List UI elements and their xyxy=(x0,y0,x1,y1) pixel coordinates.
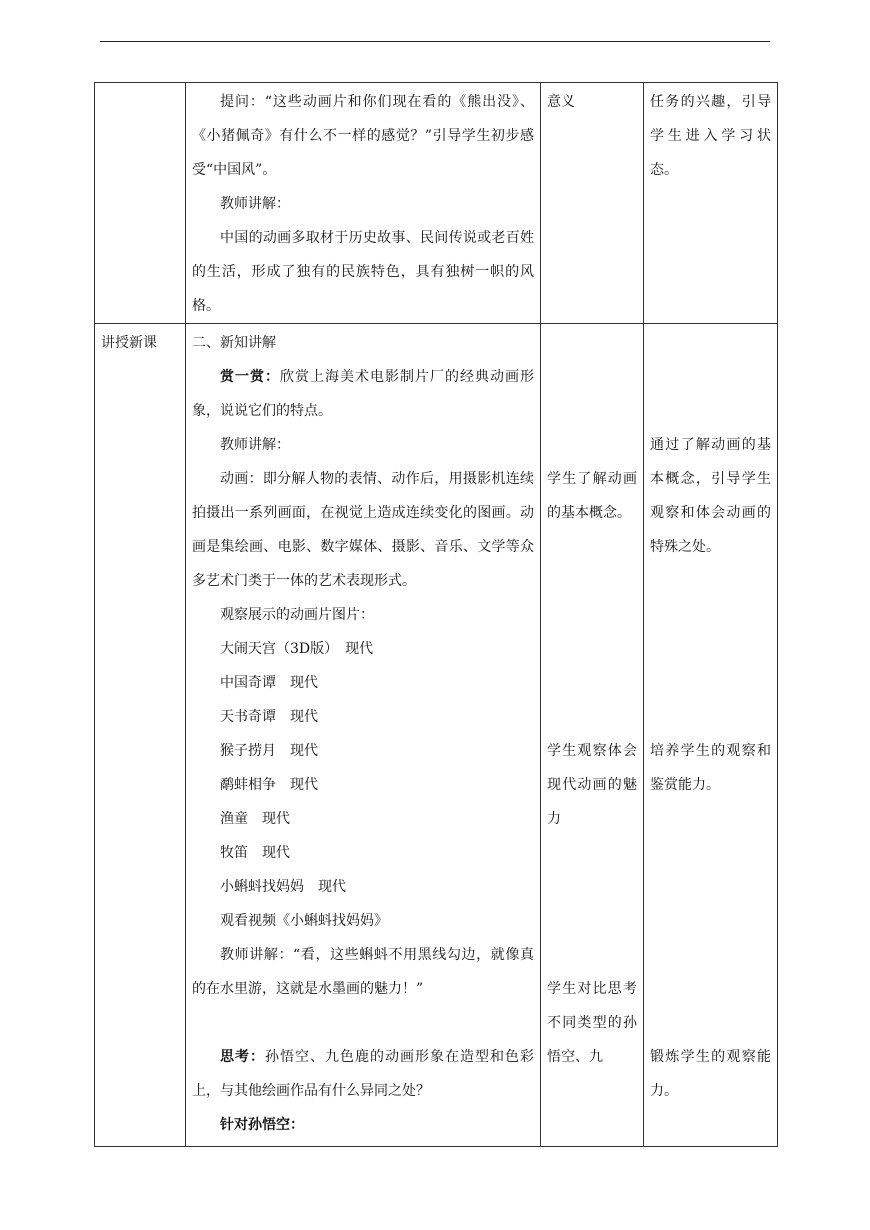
film-item: 猴子捞月 现代 xyxy=(220,743,318,759)
student-cell xyxy=(541,324,644,1147)
table-row xyxy=(95,324,778,1147)
film-item: 渔童 现代 xyxy=(220,811,290,827)
question-paragraph: 提问：“这些动画片和你们现在看的《熊出没》、《小猪佩奇》有什么不一样的感觉？”引导学生初步感受“中国风”。 xyxy=(192,94,534,178)
observe-intro: 观察展示的动画片图片： xyxy=(220,607,374,623)
film-item: 天书奇谭 现代 xyxy=(220,709,318,725)
stage-cell: 讲授新课 xyxy=(95,324,186,1147)
intent-cell xyxy=(644,324,778,1147)
explanation-paragraph: 中国的动画多取材于历史故事、民间传说或老百姓的生活，形成了独有的民族特色，具有独树一帜的风格。 xyxy=(192,230,534,314)
activity-cell xyxy=(186,83,541,324)
film-item: 小蝌蚪找妈妈 现代 xyxy=(220,879,346,895)
header-rule xyxy=(100,41,770,42)
video-line: 观看视频《小蝌蚪找妈妈》 xyxy=(220,913,388,929)
student-note: 学生观察体会现代动画的魅力 xyxy=(547,743,637,827)
student-note: 学生对比思考不同类型的孙悟空、九 xyxy=(547,981,637,1065)
activity-cell xyxy=(186,324,541,1147)
film-item: 中国奇谭 现代 xyxy=(220,675,318,691)
definition-paragraph: 动画：即分解人物的表情、动作后，用摄影机连续拍摄出一系列画面，在视觉上造成连续变化的图画。动画是集绘画、电影、数字媒体、摄影、音乐、文学等众多艺术门类于一体的艺术表现形式。 xyxy=(192,471,534,589)
blank-line xyxy=(192,1006,534,1040)
think-paragraph xyxy=(192,1040,534,1108)
think-text: 孙悟空、九色鹿的动画形象在造型和色彩上，与其他绘画作品有什么异同之处？ xyxy=(192,1049,534,1099)
film-item: 大闹天宫（3D版） 现代 xyxy=(220,641,374,657)
student-cell: 意义 xyxy=(541,83,644,324)
lesson-plan-table xyxy=(94,82,778,1147)
film-item: 鹬蚌相争 现代 xyxy=(220,777,318,793)
student-note: 学生了解动画的基本概念。 xyxy=(547,471,637,521)
stage-cell xyxy=(95,83,186,324)
intent-note: 通过了解动画的基本概念，引导学生观察和体会动画的特殊之处。 xyxy=(650,437,771,555)
appreciate-paragraph xyxy=(192,360,534,428)
focus-label: 针对孙悟空： xyxy=(220,1117,304,1133)
intent-note: 培养学生的观察和鉴赏能力。 xyxy=(650,743,771,793)
section-heading: 二、新知讲解 xyxy=(192,335,276,351)
table-row xyxy=(95,83,778,324)
intent-note: 锻炼学生的观察能力。 xyxy=(650,1049,771,1099)
teacher-label: 教师讲解： xyxy=(220,437,290,453)
appreciate-text: 欣赏上海美术电影制片厂的经典动画形象，说说它们的特点。 xyxy=(192,369,534,419)
appreciate-label: 赏一赏： xyxy=(220,369,280,385)
teacher-label: 教师讲解： xyxy=(220,196,290,212)
intent-cell: 任务的兴趣，引导学生进入学习状态。 xyxy=(644,83,778,324)
think-label: 思考： xyxy=(220,1049,265,1065)
film-item: 牧笛 现代 xyxy=(220,845,290,861)
teacher-quote: 教师讲解：“看，这些蝌蚪不用黑线勾边，就像真的在水里游，这就是水墨画的魅力！” xyxy=(192,947,534,997)
